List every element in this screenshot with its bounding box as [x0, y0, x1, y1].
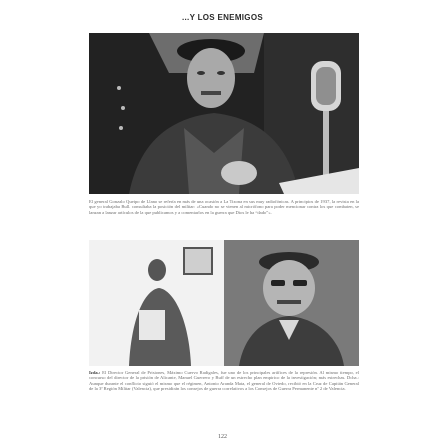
caption-bottom — [89, 370, 359, 392]
running-head: ...Y LOS ENEMIGOS — [182, 13, 263, 22]
two-figures-photo — [89, 240, 359, 366]
photo-top-illustration — [89, 33, 359, 194]
caption-bottom-lead: Izda.: — [89, 370, 101, 375]
page-number: 122 — [218, 434, 227, 440]
caption-top-text: El general Gonzalo Queipo de Llano se refería en más de una ocasión a La Tizona en sus muy radiofónicas. A principios de 1937, la revista en la que yo trabajaba Bull. consultaba la posición del militar: «Cuando no se vienen al micrófono para poder mencionar contra los que combaten, se lanzan a lanzar artículos de la que publicamos y a comentarlos en la guerra que Dios le ha “dado”». — [89, 199, 359, 215]
general-at-microphone-photo — [89, 33, 359, 194]
photo-bottom-illustration — [89, 240, 359, 366]
caption-top — [89, 199, 359, 215]
caption-bottom-text: El Director General de Prisiones, Máximo Cuervo Radigales, fue uno de los principales artífices de la represión. Al mismo tiempo, el concurso del director de la prisión de Alicante, Manuel Guerrero y Buff de un estrecho plan empirico de la investigación; más estrechas. Dcha.: Aunque durante el conflicto siguió el mismo que el régimen, Antonio Aranda Mata, el general de Oviedo, recibió en la Cruz de Capitán General de la 3ª Región Militar (Valencia), que presidirán los consejos de guerra correlativos a los Consejos de Guerra Permanente nº 2 de Valencia. — [89, 370, 359, 392]
